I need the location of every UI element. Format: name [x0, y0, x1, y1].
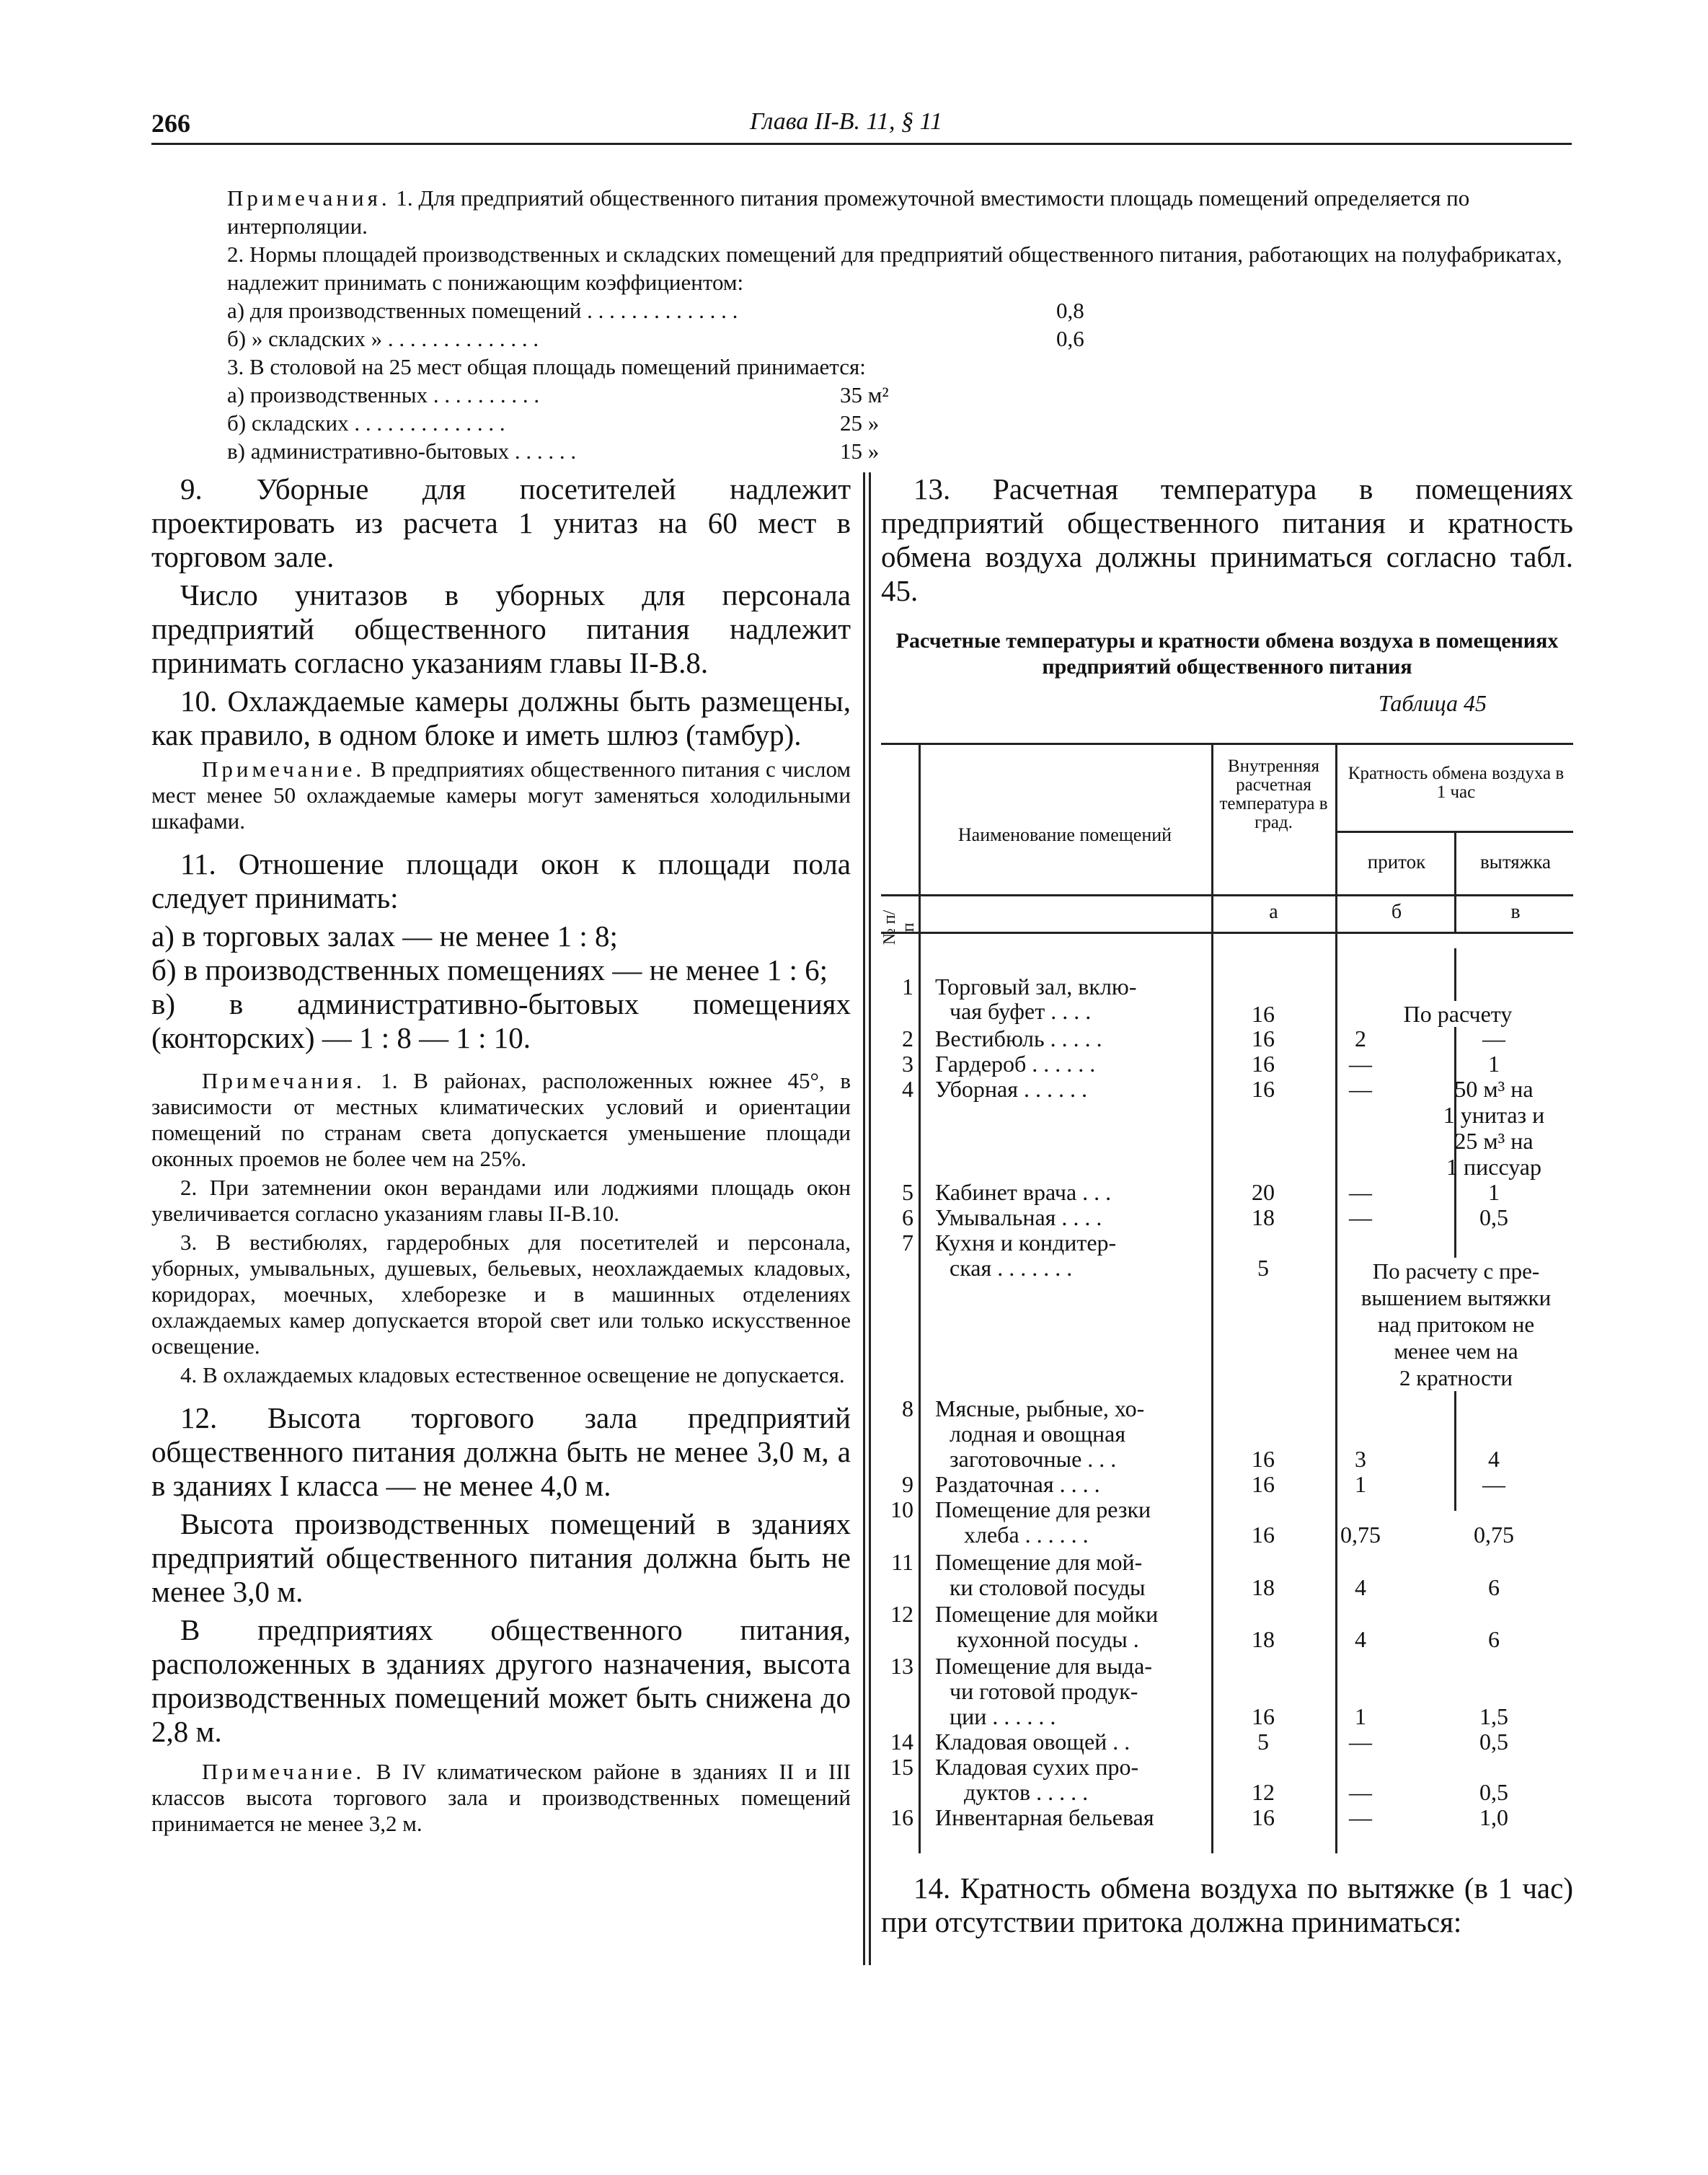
paragraph-11a: а) в торговых залах — не менее 1 : 8;	[151, 919, 618, 953]
header-col-b: б	[1391, 901, 1402, 923]
right-column	[881, 472, 1573, 717]
paragraph-10: 10. Охлаждаемые камеры должны быть размещены, как правило, в одном блоке и иметь шлюз (тамбур).	[151, 684, 851, 751]
paragraph-11b: б) в производственных помещениях — не менее 1 : 6;	[151, 953, 828, 987]
top-notes	[151, 184, 1572, 465]
note-2b: б) » складских » . . . . . . . . . . . . . . 0,6	[227, 326, 1084, 351]
paragraph-11c: в) в административно-бытовых помещениях (конторских) — 1 : 8 — 1 : 10.	[151, 987, 851, 1054]
column-divider	[869, 472, 871, 1965]
table-rule	[881, 894, 1573, 896]
notes-11-4: 4. В охлаждаемых кладовых естественное освещение не допускается.	[180, 1362, 845, 1388]
header-temperature: Внутренняя расчетная температура в град.	[1219, 756, 1328, 832]
paragraph-12b: Высота производственных помещений в зданиях предприятий общественного питания должна быть не менее 3,0 м.	[151, 1507, 851, 1608]
header-exchange: Кратность обмена воздуха в 1 час	[1348, 764, 1565, 802]
note-12: Примечание. В IV климатическом районе в зданиях II и III классов высота торгового зала и производственных помещений принимается не менее 3,2 м.	[151, 1759, 851, 1836]
left-column	[151, 472, 851, 1850]
note-3a: а) производственных . . . . . . . . . . 35 м²	[227, 382, 889, 407]
paragraph-14: 14. Кратность обмена воздуха по вытяжке (в 1 час) при отсутствии притока должна приниматься:	[881, 1871, 1573, 1938]
column-divider	[863, 472, 865, 1965]
header-col-v: в	[1510, 901, 1521, 923]
chapter-title: Глава II-В. 11, § 11	[750, 108, 942, 135]
note-2a: а) для производственных помещений . . . . . . . . . . . . . . 0,8	[227, 298, 1084, 323]
note-10: Примечание. В предприятиях общественного питания с числом мест менее 50 охлаждаемые камеры могут заменяться холодильными шкафами.	[151, 756, 851, 834]
header-inflow: приток	[1367, 851, 1426, 873]
notes-11-2: 2. При затемнении окон верандами или лоджиями площадь окон увеличивается согласно указаниям главы II-В.10.	[151, 1175, 851, 1226]
note-3b: б) складских . . . . . . . . . . . . . . 25 »	[227, 410, 880, 436]
paragraph-12c: В предприятиях общественного питания, расположенных в зданиях другого назначения, высота производственных помещений может быть снижена до 2,8 м.	[151, 1613, 851, 1748]
note-2: 2. Нормы площадей производственных и складских помещений для предприятий общественного питания, работающих на полуфабрикатах, надлежит принимать с понижающим коэффициентом:	[227, 242, 1562, 295]
page-header	[151, 108, 1572, 145]
paragraph-12: 12. Высота торгового зала предприятий общественного питания должна быть не менее 3,0 м, а в зданиях I класса — не менее 4,0 м.	[151, 1401, 851, 1502]
note-1: Примечания. 1. Для предприятий общественного питания промежуточной вместимости площадь помещений определяется по интерполяции.	[227, 185, 1470, 239]
paragraph-11: 11. Отношение площади окон к площади пола следует принимать:	[151, 847, 851, 914]
header-exhaust: вытяжка	[1479, 851, 1552, 873]
notes-11-1: Примечания. 1. В районах, расположенных южнее 45°, в зависимости от местных климатических условий и ориентации помещений по странам света допускается уменьшение площади оконных проемов не более чем на 25%.	[151, 1068, 851, 1171]
table-rule	[919, 743, 921, 1853]
header-col-a: а	[1269, 901, 1278, 923]
table-rule	[1335, 743, 1337, 1853]
header-name: Наименование помещений	[957, 824, 1172, 845]
notes-11-3: 3. В вестибюлях, гардеробных для посетителей и персонала, уборных, умывальных, душевых, бельевых, неохлаждаемых кладовых, коридорах, моечных, хлеборезке и в машинных отделениях охлаждаемых камер допускается второй свет или только искусственное освещение.	[151, 1230, 851, 1359]
header-number: № п/п	[880, 909, 918, 945]
table-title: Расчетные температуры и кратности обмена воздуха в помещениях предприятий общественного питания	[895, 629, 1559, 679]
table-rule	[1454, 831, 1456, 932]
table-label: Таблица 45	[1378, 690, 1487, 716]
note-3: 3. В столовой на 25 мест общая площадь помещений принимается:	[227, 354, 866, 379]
paragraph-9: 9. Уборные для посетителей надлежит проектировать из расчета 1 унитаз на 60 мест в торговом зале.	[151, 472, 851, 573]
table-45: № п/п Наименование помещений Внутренняя расчетная температура в град. Кратность обмена воздуха в 1 час приток вытяжка а б в 1 Торговый зал, вклю- чая буфет . . . . 16 По расчету 2 Вестибюль . . . . . 16 2 — 3 Гардероб . . . . . . 16 — 1 4 Уборная . . . . . . 16 — 50 м³ на 1 унитаз и 25 м³ на 1 писсуар 5 Кабинет врача . . . 20 — 1 6 Умывальная . . . . 18 — 0,5 7 Кухня и кондитер- ская . . . . . . . 5 По расчету с пре- вышением вытяжки над притоком не менее чем на 2 кратности 8 Мясные, рыбные, хо- лодная и овощная заготовочные . . . 16 3 4 9 Раздаточная . . . . 16 1 — 10 Помещение для резки хлеба . . . . . . 16 0,75 0,75 11 Помещение для мой- ки столовой посуды 18 4 6 12 Помещение для мойки кухонной посуды . 18 4 6 13 Помещение для выда- чи готовой продук- ции . . . . . . 16 1 1,5 14 Кладовая овощей . . 5 — 0,5 15 Кладовая сухих про- дуктов . . . . . 12 — 0,5 16 Инвентарная бельевая 16 — 1,0	[881, 743, 1573, 1853]
note-3c: в) административно-бытовых . . . . . . 15 »	[227, 438, 880, 464]
table-rule	[881, 743, 1573, 745]
page-number: 266	[151, 109, 190, 138]
paragraph-13: 13. Расчетная температура в помещениях предприятий общественного питания и кратность обмена воздуха должны приниматься согласно табл. 45.	[881, 472, 1573, 607]
table-rule	[881, 932, 1573, 934]
paragraph-9b: Число унитазов в уборных для персонала предприятий общественного питания надлежит принимать согласно указаниям главы II-В.8.	[151, 578, 851, 679]
